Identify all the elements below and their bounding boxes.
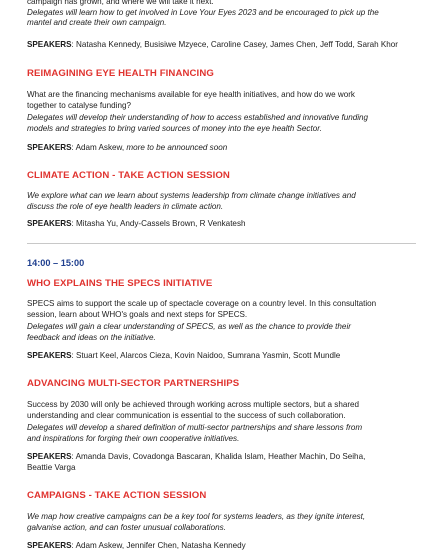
time-slot-label: 14:00 – 15:00 [27,258,85,268]
session-outcome-2: models and strategies to bring varied sources of money into the eye health Sector. [27,123,322,133]
speakers-list: : Adam Askew, [71,143,127,152]
speakers-label: SPEAKERS [27,452,72,461]
session-outcome-2: feedback and ideas on the initiative. [27,332,156,342]
session-outcome-1: Delegates will develop a shared definition of multi-sector partnerships and share lessons from [27,423,363,432]
speakers-label: SPEAKERS [27,351,72,360]
intro-outcome-1: Delegates will learn how to get involved in Love Your Eyes 2023 and be encouraged to pick up the [27,7,379,17]
session-title: CLIMATE ACTION - TAKE ACTION SESSION [27,170,230,181]
speakers-note: more to be announced soon [126,143,228,152]
session-title: WHO EXPLAINS THE SPECS INITIATIVE [27,278,213,289]
session-outcome-1: Delegates will develop their understanding of how to access established and innovative funding [27,113,369,122]
speakers-list: : Natasha Kennedy, Busisiwe Mzyece, Caroline Casey, James Chen, Jeff Todd, Sarah Khor [71,40,398,49]
session-outcome-2: galvanise action, and can foster unusual collaborations. [27,522,226,532]
session-desc-1: Success by 2030 will only be achieved through working across multiple sectors, but a shared [27,400,360,409]
session-desc-2: understanding and clear communication is essential to the success of such collaboration. [27,410,346,420]
session-title: CAMPAIGNS - TAKE ACTION SESSION [27,490,207,501]
intro-speakers [27,40,416,51]
speakers-list: : Mitasha Yu, Andy-Cassels Brown, R Venkatesh [71,219,246,228]
session-climate-outcome [27,191,416,212]
session-partnerships [27,378,416,390]
session-outcome-2: and inspirations for forging their own cooperative initiatives. [27,433,240,443]
session-outcome-1: Delegates will gain a clear understanding of SPECS, as well as the chance to provide their [27,322,351,331]
session-partnerships-speakers [27,452,416,473]
session-climate [27,170,416,182]
speakers-list-cont: Beattie Varga [27,462,76,472]
session-desc-1: What are the financing mechanisms available for eye health initiatives, and how do we work [27,90,355,99]
session-title: REIMAGINING EYE HEALTH FINANCING [27,68,214,79]
session-specs-body [27,299,416,320]
speakers-label: SPEAKERS [27,40,72,49]
speakers-label: SPEAKERS [27,143,72,152]
session-desc-2: session, learn about WHO's goals and next steps for SPECS. [27,309,248,319]
speakers-list: : Amanda Davis, Covadonga Bascaran, Khalida Islam, Heather Machin, Do Seiha, [71,452,366,461]
session-specs-speakers [27,351,416,362]
intro-session [27,0,416,29]
intro-outcome-2: mantel and create their own campaign. [27,18,167,28]
session-desc-2: together to catalyse funding? [27,100,131,110]
time-slot [27,257,416,269]
session-climate-speakers [27,219,416,230]
session-desc-1: SPECS aims to support the scale up of spectacle coverage on a country level. In this consultation [27,299,377,308]
intro-desc: campaign has grown, and where we will take it next. [27,0,214,6]
session-outcome-2: discuss the role of eye health leaders in climate action. [27,201,224,211]
session-financing-speakers [27,143,416,154]
session-campaigns [27,490,416,502]
section-divider [27,243,416,244]
session-specs [27,278,416,290]
speakers-label: SPEAKERS [27,541,72,550]
session-financing-outcome [27,113,416,134]
session-financing [27,68,416,80]
session-outcome-1: We explore what can we learn about systems leadership from climate change initiatives and [27,191,356,200]
speakers-label: SPEAKERS [27,219,72,228]
session-partnerships-outcome [27,423,416,444]
session-outcome-1: We map how creative campaigns can be a key tool for systems leaders, as they ignite interest, [27,512,366,521]
session-campaigns-outcome [27,512,416,533]
session-partnerships-body [27,400,416,421]
session-financing-body [27,90,416,111]
session-specs-outcome [27,322,416,343]
speakers-list: : Adam Askew, Jennifer Chen, Natasha Kennedy [71,541,246,550]
session-campaigns-speakers [27,541,416,552]
session-title: ADVANCING MULTI-SECTOR PARTNERSHIPS [27,378,240,389]
speakers-list: : Stuart Keel, Alarcos Cieza, Kovin Naidoo, Sumrana Yasmin, Scott Mundle [71,351,341,360]
